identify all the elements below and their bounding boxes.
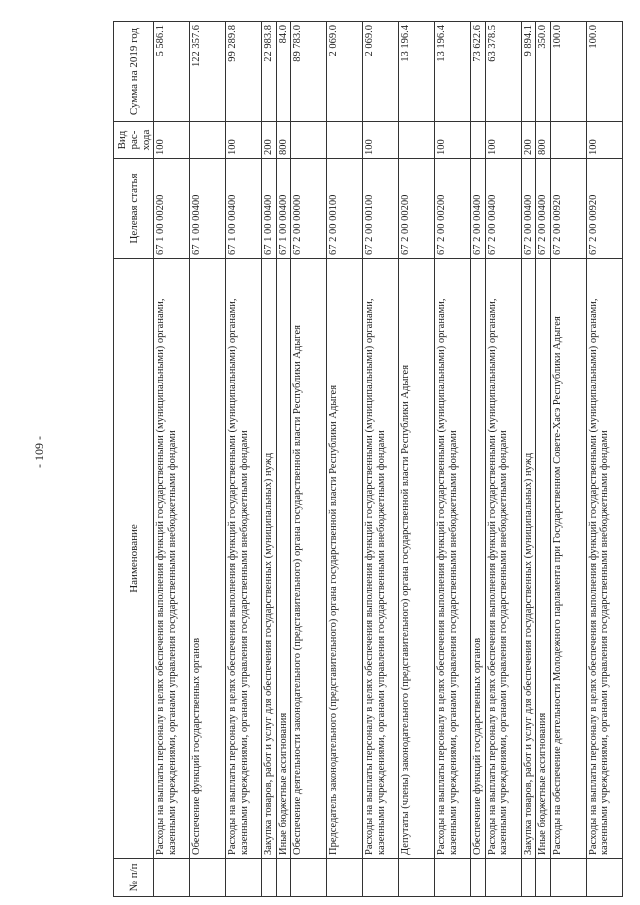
cell-num <box>190 859 226 897</box>
cell-name: Расходы на выплаты персоналу в целях обеспечения выполнения функций государственными (муниципальными) органами, казенными учреждениями, органами управления государственными внебюджетными фондами <box>154 259 190 859</box>
cell-name: Обеспечение деятельности законодательного (представительного) органа государственной власти Республики Адыгея <box>291 259 327 859</box>
cell-num <box>471 859 486 897</box>
header-num: № п/п <box>114 859 154 897</box>
cell-sum: 13 196.4 <box>435 22 471 122</box>
cell-code: 67 2 00 00100 <box>363 159 399 259</box>
table-row <box>550 22 586 897</box>
cell-code: 67 2 00 00400 <box>521 159 536 259</box>
table-row <box>471 22 486 897</box>
cell-kind: 200 <box>521 122 536 159</box>
table-row <box>262 22 277 897</box>
cell-name: Обеспечение функций государственных органов <box>190 259 226 859</box>
cell-code: 67 2 00 00000 <box>291 159 327 259</box>
cell-code: 67 2 00 00920 <box>586 159 622 259</box>
table-row <box>154 22 190 897</box>
cell-kind: 100 <box>435 122 471 159</box>
cell-name: Председатель законодательного (представительного) органа государственной власти Республики Адыгея <box>327 259 363 859</box>
cell-sum: 2 069.0 <box>327 22 363 122</box>
cell-kind: 100 <box>154 122 190 159</box>
table-row <box>521 22 536 897</box>
table-body <box>154 22 623 897</box>
header-code: Целевая статья <box>114 159 154 259</box>
cell-sum: 73 622.6 <box>471 22 486 122</box>
cell-sum: 122 357.6 <box>190 22 226 122</box>
cell-sum: 63 378.5 <box>485 22 521 122</box>
cell-num <box>291 859 327 897</box>
table-row <box>291 22 327 897</box>
cell-sum: 2 069.0 <box>363 22 399 122</box>
page-number: - 109 - <box>32 436 46 468</box>
cell-sum: 22 983.8 <box>262 22 277 122</box>
cell-num <box>363 859 399 897</box>
cell-sum: 13 196.4 <box>399 22 435 122</box>
budget-table <box>113 21 623 897</box>
cell-num <box>226 859 262 897</box>
header-kind: Вид рас- хода <box>114 122 154 159</box>
cell-name: Расходы на обеспечение деятельности Молодежного парламента при Государственном Совете-Хасэ Республики Адыгея <box>550 259 586 859</box>
cell-name: Закупка товаров, работ и услуг для обеспечения государственных (муниципальных) нужд <box>262 259 277 859</box>
cell-kind: 100 <box>485 122 521 159</box>
cell-code: 67 1 00 00400 <box>262 159 277 259</box>
cell-kind <box>327 122 363 159</box>
cell-code: 67 2 00 00400 <box>536 159 551 259</box>
table-row <box>536 22 551 897</box>
cell-name: Депутаты (члены) законодательного (представительного) органа государственной власти Республики Адыгея <box>399 259 435 859</box>
cell-name: Расходы на выплаты персоналу в целях обеспечения выполнения функций государственными (муниципальными) органами, казенными учреждениями, органами управления государственными внебюджетными фондами <box>226 259 262 859</box>
cell-code: 67 1 00 00200 <box>154 159 190 259</box>
cell-code: 67 2 00 00400 <box>471 159 486 259</box>
cell-name: Иные бюджетные ассигнования <box>276 259 291 859</box>
cell-num <box>399 859 435 897</box>
cell-name: Расходы на выплаты персоналу в целях обеспечения выполнения функций государственными (муниципальными) органами, казенными учреждениями, органами управления государственными внебюджетными фондами <box>586 259 622 859</box>
cell-name: Иные бюджетные ассигнования <box>536 259 551 859</box>
cell-kind <box>399 122 435 159</box>
cell-sum: 100.0 <box>550 22 586 122</box>
cell-num <box>154 859 190 897</box>
cell-kind <box>550 122 586 159</box>
cell-num <box>550 859 586 897</box>
cell-code: 67 1 00 00400 <box>190 159 226 259</box>
cell-code: 67 2 00 00200 <box>435 159 471 259</box>
cell-code: 67 2 00 00100 <box>327 159 363 259</box>
cell-num <box>586 859 622 897</box>
cell-kind: 100 <box>586 122 622 159</box>
cell-kind <box>471 122 486 159</box>
cell-num <box>485 859 521 897</box>
cell-kind: 100 <box>363 122 399 159</box>
table-row <box>435 22 471 897</box>
cell-sum: 9 894.1 <box>521 22 536 122</box>
cell-kind: 800 <box>276 122 291 159</box>
table-row <box>190 22 226 897</box>
cell-kind: 100 <box>226 122 262 159</box>
cell-kind: 800 <box>536 122 551 159</box>
cell-name: Расходы на выплаты персоналу в целях обеспечения выполнения функций государственными (муниципальными) органами, казенными учреждениями, органами управления государственными внебюджетными фондами <box>485 259 521 859</box>
cell-name: Обеспечение функций государственных органов <box>471 259 486 859</box>
cell-code: 67 1 00 00400 <box>226 159 262 259</box>
cell-sum: 99 289.8 <box>226 22 262 122</box>
cell-name: Расходы на выплаты персоналу в целях обеспечения выполнения функций государственными (муниципальными) органами, казенными учреждениями, органами управления государственными внебюджетными фондами <box>435 259 471 859</box>
table-row <box>327 22 363 897</box>
cell-kind <box>291 122 327 159</box>
cell-num <box>435 859 471 897</box>
cell-code: 67 1 00 00400 <box>276 159 291 259</box>
table-row <box>485 22 521 897</box>
budget-table-sheet <box>113 22 623 897</box>
cell-code: 67 2 00 00200 <box>399 159 435 259</box>
table-header <box>114 22 154 897</box>
table-row <box>226 22 262 897</box>
cell-sum: 84.0 <box>276 22 291 122</box>
cell-num <box>521 859 536 897</box>
table-row <box>399 22 435 897</box>
cell-num <box>536 859 551 897</box>
cell-code: 67 2 00 00920 <box>550 159 586 259</box>
cell-sum: 89 783.0 <box>291 22 327 122</box>
table-row <box>363 22 399 897</box>
cell-sum: 100.0 <box>586 22 622 122</box>
cell-name: Закупка товаров, работ и услуг для обеспечения государственных (муниципальных) нужд <box>521 259 536 859</box>
cell-name: Расходы на выплаты персоналу в целях обеспечения выполнения функций государственными (муниципальными) органами, казенными учреждениями, органами управления государственными внебюджетными фондами <box>363 259 399 859</box>
cell-kind: 200 <box>262 122 277 159</box>
table-row <box>586 22 622 897</box>
cell-sum: 350.0 <box>536 22 551 122</box>
header-sum: Сумма на 2019 год <box>114 22 154 122</box>
cell-kind <box>190 122 226 159</box>
header-name: Наименование <box>114 259 154 859</box>
cell-num <box>276 859 291 897</box>
cell-num <box>327 859 363 897</box>
cell-num <box>262 859 277 897</box>
cell-sum: 5 586.1 <box>154 22 190 122</box>
table-row <box>276 22 291 897</box>
cell-code: 67 2 00 00400 <box>485 159 521 259</box>
